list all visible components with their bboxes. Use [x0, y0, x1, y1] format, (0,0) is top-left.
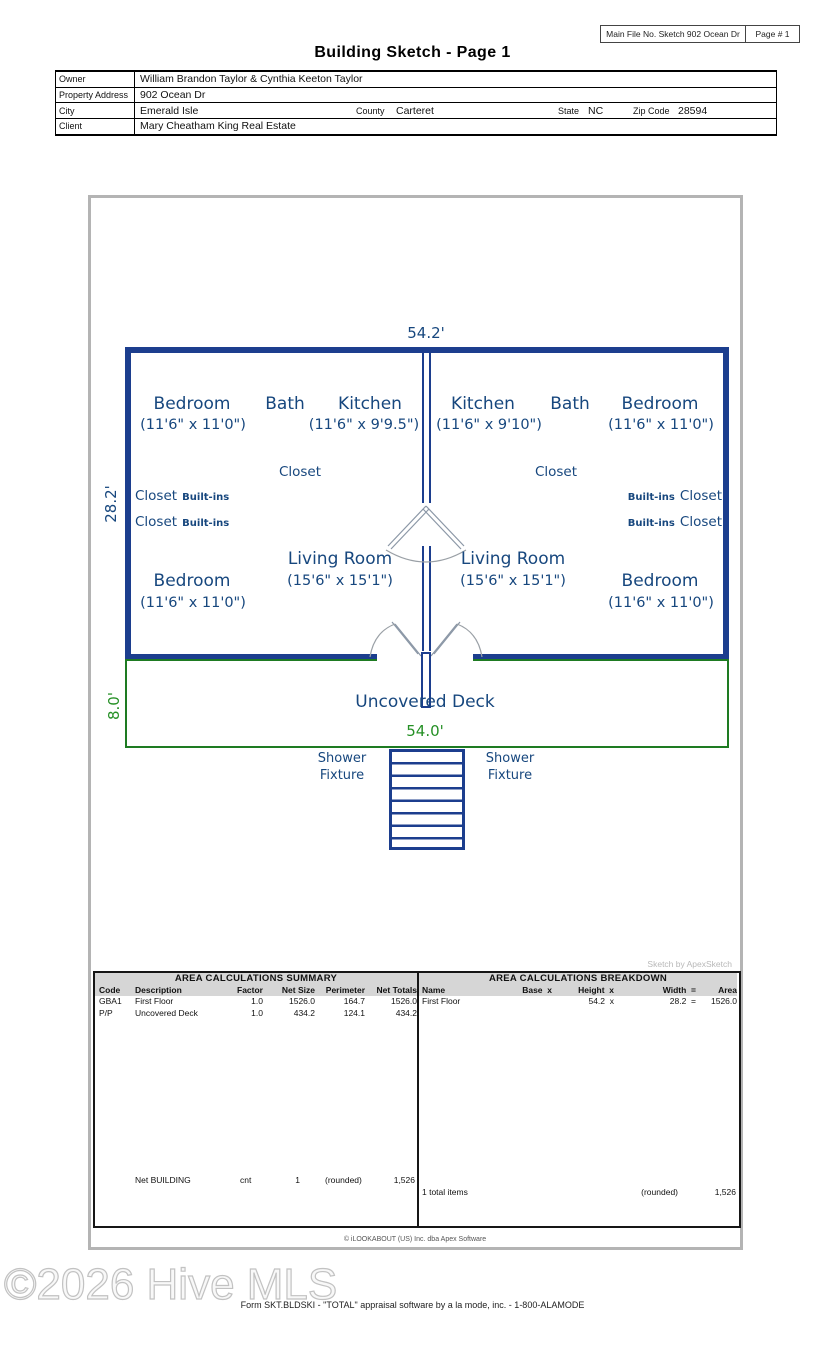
room-bedroom-left-bottom: Bedroom — [153, 571, 231, 591]
built-ins-label: Built-ins — [627, 518, 675, 529]
cell-net-size: 1526.0 — [289, 996, 315, 1006]
dims-bedroom-left-bottom: (11'6" x 11'0") — [140, 595, 246, 611]
table-row — [95, 1008, 417, 1020]
col-base: Base x — [522, 985, 552, 995]
room-bath-left: Bath — [265, 394, 305, 414]
room-bedroom-right-bottom: Bedroom — [621, 571, 699, 591]
stairs — [389, 749, 465, 850]
page-title: Building Sketch - Page 1 — [314, 44, 511, 61]
closet-label: Closet — [135, 514, 178, 530]
zip-label: Zip Code — [633, 106, 670, 117]
summary-title: AREA CALCULATIONS SUMMARY — [95, 973, 417, 984]
building-count: 1 — [295, 1175, 300, 1185]
summary-header-row — [95, 984, 417, 996]
col-net-size: Net Size — [281, 985, 315, 995]
deck-height-dimension: 8.0' — [105, 692, 123, 720]
dims-living-left: (15'6" x 15'1") — [287, 573, 393, 589]
breakdown-header-row — [419, 984, 737, 996]
owner-value: William Brandon Taylor & Cynthia Keeton Taylor — [140, 73, 363, 86]
cell-code: P/P — [99, 1007, 113, 1018]
client-label: Client — [56, 119, 135, 134]
cell-area: 1526.0 — [711, 996, 737, 1006]
fixture-label: Fixture — [487, 768, 533, 783]
cell-perimeter: 124.1 — [343, 1007, 365, 1018]
form-footer: Form SKT.BLDSKI - "TOTAL" appraisal software by a la mode, inc. - 1-800-ALAMODE — [240, 1300, 585, 1310]
dims-bedroom-right-top: (11'6" x 11'0") — [608, 417, 714, 433]
area-calc-breakdown-table — [419, 973, 737, 1008]
deck-label: Uncovered Deck — [355, 692, 495, 712]
col-code: Code — [99, 985, 121, 995]
col-net-totals: Net Totals — [376, 985, 417, 995]
top-width-dimension: 54.2' — [407, 324, 445, 342]
dims-bedroom-right-bottom: (11'6" x 11'0") — [608, 595, 714, 611]
shower-label: Shower — [485, 751, 535, 766]
cnt-label: cnt — [240, 1175, 252, 1185]
built-ins-label: Built-ins — [182, 492, 230, 503]
county-value: Carteret — [396, 105, 434, 118]
built-ins-label: Built-ins — [182, 518, 230, 529]
breakdown-total-row — [419, 1187, 737, 1199]
city-value: Emerald Isle — [140, 104, 199, 117]
apexsketch-credit: Sketch by ApexSketch — [647, 959, 732, 969]
net-building-total: 1,526 — [393, 1175, 415, 1185]
shower-label: Shower — [317, 751, 367, 766]
file-info-box — [600, 25, 800, 43]
col-description: Description — [135, 985, 182, 995]
city-row — [56, 103, 776, 119]
cell-height: 54.2 x — [588, 996, 614, 1006]
zip-value: 28594 — [678, 105, 708, 118]
col-name: Name — [422, 985, 446, 995]
area-calc-summary-table — [95, 973, 417, 1019]
main-file-no: Main File No. Sketch 902 Ocean Dr — [601, 26, 746, 42]
dims-kitchen-right: (11'6" x 9'10") — [436, 417, 542, 433]
closet-left-center: Closet — [278, 464, 322, 480]
state-value: NC — [588, 105, 604, 118]
room-bedroom-left-top: Bedroom — [153, 394, 231, 414]
closet-label: Closet — [679, 514, 722, 530]
left-height-dimension: 28.2' — [102, 485, 120, 523]
cell-factor: 1.0 — [251, 1007, 263, 1018]
dims-bedroom-left-top: (11'6" x 11'0") — [140, 417, 246, 433]
cell-net-totals: 1526.0 — [391, 996, 417, 1006]
col-area: Area — [718, 985, 737, 995]
rounded-label: (rounded) — [641, 1187, 678, 1197]
cell-net-size: 434.2 — [293, 1007, 315, 1018]
page-number: Page # 1 — [755, 29, 790, 39]
table-row — [419, 996, 737, 1008]
client-value: Mary Cheatham King Real Estate — [140, 120, 296, 133]
property-info-table — [55, 70, 777, 136]
cell-width: 28.2 = — [669, 996, 696, 1006]
fixture-label: Fixture — [319, 768, 365, 783]
hive-mls-watermark: ©2026 Hive MLS — [4, 1260, 338, 1309]
cell-description: Uncovered Deck — [135, 1007, 198, 1018]
closet-label: Closet — [679, 488, 722, 504]
builtins-closet-right-2 — [600, 511, 722, 530]
col-height: Height x — [578, 985, 614, 995]
dims-kitchen-left: (11'6" x 9'9.5") — [308, 417, 420, 433]
room-living-left: Living Room — [287, 549, 393, 569]
rounded-label: (rounded) — [325, 1175, 362, 1185]
city-label: City — [56, 103, 135, 118]
shower-fixture-right — [460, 750, 560, 784]
closet-builtins-left-2 — [135, 511, 229, 530]
cell-description: First Floor — [135, 996, 174, 1006]
breakdown-title: AREA CALCULATIONS BREAKDOWN — [419, 973, 737, 984]
cell-net-totals: 434.2 — [395, 1007, 417, 1018]
cell-factor: 1.0 — [251, 996, 263, 1006]
address-value: 902 Ocean Dr — [140, 89, 206, 102]
total-items-label: 1 total items — [422, 1187, 468, 1197]
room-kitchen-right: Kitchen — [451, 394, 515, 414]
cell-name: First Floor — [422, 996, 461, 1006]
cell-base — [508, 996, 552, 1008]
room-bath-right: Bath — [550, 394, 590, 414]
summary-total-row — [95, 1175, 417, 1187]
builtins-closet-right-1 — [600, 485, 722, 504]
apex-copyright: © iLOOKABOUT (US) Inc. dba Apex Software — [240, 1236, 590, 1243]
table-row — [95, 996, 417, 1008]
col-perimeter: Perimeter — [325, 985, 365, 995]
address-row — [56, 88, 776, 104]
dims-living-right: (15'6" x 15'1") — [460, 573, 566, 589]
closet-label: Closet — [135, 488, 178, 504]
address-label: Property Address — [56, 88, 135, 103]
breakdown-total: 1,526 — [714, 1187, 736, 1197]
county-label: County — [356, 106, 385, 117]
net-building-label: Net BUILDING — [135, 1175, 191, 1185]
client-row — [56, 119, 776, 134]
deck-width-dimension: 54.0' — [406, 722, 444, 740]
col-factor: Factor — [237, 985, 263, 995]
shower-fixture-left — [292, 750, 392, 784]
closet-builtins-left-1 — [135, 485, 229, 504]
room-bedroom-right-top: Bedroom — [621, 394, 699, 414]
owner-label: Owner — [56, 72, 135, 87]
room-living-right: Living Room — [460, 549, 566, 569]
closet-right-center: Closet — [534, 464, 578, 480]
state-label: State — [558, 106, 580, 117]
room-kitchen-left: Kitchen — [338, 394, 402, 414]
cell-perimeter: 164.7 — [343, 996, 365, 1006]
col-width: Width = — [662, 985, 696, 995]
built-ins-label: Built-ins — [627, 492, 675, 503]
owner-row — [56, 72, 776, 88]
cell-code: GBA1 — [99, 996, 122, 1006]
